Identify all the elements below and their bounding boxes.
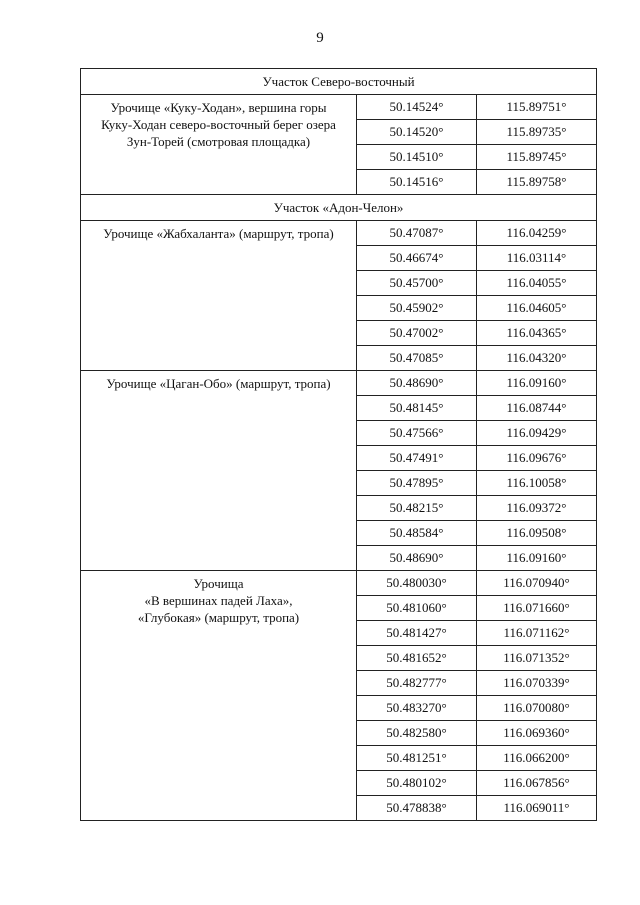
latitude-cell: 50.48690° [357,371,477,396]
longitude-cell: 116.09372° [477,496,597,521]
place-name-line: Зун-Торей (смотровая площадка) [126,134,311,149]
longitude-cell: 116.066200° [477,746,597,771]
latitude-cell: 50.482580° [357,721,477,746]
latitude-cell: 50.45700° [357,271,477,296]
section-title: Участок «Адон-Челон» [81,195,597,221]
latitude-cell: 50.480030° [357,571,477,596]
longitude-cell: 116.09676° [477,446,597,471]
table-row [81,95,597,120]
latitude-cell: 50.48145° [357,396,477,421]
longitude-cell: 115.89751° [477,95,597,120]
latitude-cell: 50.14516° [357,170,477,195]
latitude-cell: 50.47085° [357,346,477,371]
section-title: Участок Северо-восточный [81,69,597,95]
place-name-cell [81,571,357,821]
latitude-cell: 50.482777° [357,671,477,696]
place-name-cell [81,371,357,571]
place-name-line: Урочища [193,576,244,591]
longitude-cell: 116.04259° [477,221,597,246]
latitude-cell: 50.483270° [357,696,477,721]
longitude-cell: 116.03114° [477,246,597,271]
latitude-cell: 50.47895° [357,471,477,496]
latitude-cell: 50.480102° [357,771,477,796]
latitude-cell: 50.47002° [357,321,477,346]
place-name-line: Урочище «Цаган-Обо» (маршрут, тропа) [106,376,331,391]
latitude-cell: 50.46674° [357,246,477,271]
longitude-cell: 116.071352° [477,646,597,671]
longitude-cell: 116.04320° [477,346,597,371]
place-name-cell [81,221,357,371]
latitude-cell: 50.481652° [357,646,477,671]
longitude-cell: 116.09429° [477,421,597,446]
section-row [81,69,597,95]
latitude-cell: 50.481060° [357,596,477,621]
latitude-cell: 50.47491° [357,446,477,471]
longitude-cell: 116.071660° [477,596,597,621]
section-row [81,195,597,221]
place-name-line: Куку-Ходан северо-восточный берег озера [101,117,336,132]
latitude-cell: 50.48215° [357,496,477,521]
table-row [81,371,597,396]
longitude-cell: 116.071162° [477,621,597,646]
longitude-cell: 116.067856° [477,771,597,796]
longitude-cell: 116.09508° [477,521,597,546]
longitude-cell: 116.070339° [477,671,597,696]
page-number: 9 [316,30,324,46]
coordinates-table [80,68,597,821]
table-row [81,221,597,246]
longitude-cell: 116.069360° [477,721,597,746]
place-name-line: Урочище «Куку-Ходан», вершина горы [110,100,327,115]
longitude-cell: 116.09160° [477,371,597,396]
longitude-cell: 116.10058° [477,471,597,496]
latitude-cell: 50.478838° [357,796,477,821]
longitude-cell: 116.09160° [477,546,597,571]
latitude-cell: 50.47087° [357,221,477,246]
longitude-cell: 115.89745° [477,145,597,170]
longitude-cell: 116.070080° [477,696,597,721]
latitude-cell: 50.14524° [357,95,477,120]
latitude-cell: 50.14520° [357,120,477,145]
longitude-cell: 116.08744° [477,396,597,421]
longitude-cell: 116.070940° [477,571,597,596]
longitude-cell: 116.069011° [477,796,597,821]
latitude-cell: 50.47566° [357,421,477,446]
longitude-cell: 116.04365° [477,321,597,346]
longitude-cell: 116.04605° [477,296,597,321]
longitude-cell: 116.04055° [477,271,597,296]
latitude-cell: 50.14510° [357,145,477,170]
place-name-line: «Глубокая» (маршрут, тропа) [137,610,300,625]
coordinates-table-body [81,69,597,821]
latitude-cell: 50.481251° [357,746,477,771]
longitude-cell: 115.89758° [477,170,597,195]
latitude-cell: 50.48690° [357,546,477,571]
latitude-cell: 50.481427° [357,621,477,646]
latitude-cell: 50.45902° [357,296,477,321]
place-name-cell [81,95,357,195]
place-name-line: «В вершинах падей Лаха», [144,593,293,608]
latitude-cell: 50.48584° [357,521,477,546]
table-row [81,571,597,596]
longitude-cell: 115.89735° [477,120,597,145]
place-name-line: Урочище «Жабхаланта» (маршрут, тропа) [103,226,334,241]
